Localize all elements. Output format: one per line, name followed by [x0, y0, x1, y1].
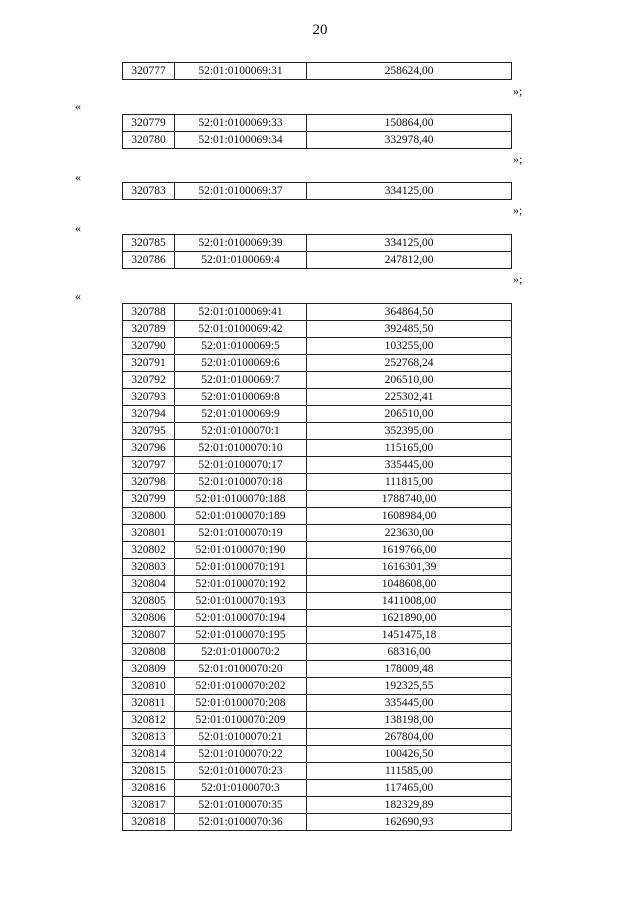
cadastral-value-cell: 178009,48 — [307, 661, 512, 678]
record-number-cell: 320798 — [123, 474, 175, 491]
closing-quote: »; — [513, 152, 523, 166]
cadastral-number-cell: 52:01:0100069:6 — [175, 355, 307, 372]
table-row — [123, 576, 512, 593]
cadastral-value-cell: 150864,00 — [307, 115, 512, 132]
table-row — [123, 644, 512, 661]
record-number-cell: 320806 — [123, 610, 175, 627]
table-row — [123, 746, 512, 763]
cadastral-value-cell: 68316,00 — [307, 644, 512, 661]
cadastral-value-cell: 364864,50 — [307, 304, 512, 321]
record-number-cell: 320786 — [123, 252, 175, 269]
table-row — [123, 389, 512, 406]
record-number-cell: 320793 — [123, 389, 175, 406]
cadastral-number-cell: 52:01:0100069:9 — [175, 406, 307, 423]
cadastral-number-cell: 52:01:0100070:195 — [175, 627, 307, 644]
table-row — [123, 457, 512, 474]
cadastral-value-cell: 252768,24 — [307, 355, 512, 372]
cadastral-value-cell: 117465,00 — [307, 780, 512, 797]
table-row — [123, 252, 512, 269]
register-table — [122, 303, 512, 831]
cadastral-value-cell: 1608984,00 — [307, 508, 512, 525]
record-number-cell: 320812 — [123, 712, 175, 729]
cadastral-value-cell: 111585,00 — [307, 763, 512, 780]
register-table — [122, 114, 512, 149]
opening-quote: « — [75, 99, 81, 113]
cadastral-value-cell: 111815,00 — [307, 474, 512, 491]
cadastral-number-cell: 52:01:0100070:19 — [175, 525, 307, 542]
cadastral-number-cell: 52:01:0100069:5 — [175, 338, 307, 355]
register-table — [122, 62, 512, 80]
cadastral-value-cell: 247812,00 — [307, 252, 512, 269]
cadastral-number-cell: 52:01:0100069:8 — [175, 389, 307, 406]
table-row — [123, 235, 512, 252]
table-row — [123, 338, 512, 355]
cadastral-value-cell: 335445,00 — [307, 457, 512, 474]
cadastral-value-cell: 206510,00 — [307, 372, 512, 389]
cadastral-number-cell: 52:01:0100070:23 — [175, 763, 307, 780]
cadastral-number-cell: 52:01:0100070:192 — [175, 576, 307, 593]
table-row — [123, 372, 512, 389]
record-number-cell: 320794 — [123, 406, 175, 423]
table-row — [123, 474, 512, 491]
register-table — [122, 234, 512, 269]
record-number-cell: 320789 — [123, 321, 175, 338]
record-number-cell: 320817 — [123, 797, 175, 814]
cadastral-number-cell: 52:01:0100069:37 — [175, 183, 307, 200]
cadastral-value-cell: 223630,00 — [307, 525, 512, 542]
record-number-cell: 320800 — [123, 508, 175, 525]
cadastral-number-cell: 52:01:0100069:4 — [175, 252, 307, 269]
cadastral-number-cell: 52:01:0100069:39 — [175, 235, 307, 252]
cadastral-value-cell: 206510,00 — [307, 406, 512, 423]
cadastral-value-cell: 392485,50 — [307, 321, 512, 338]
cadastral-value-cell: 1619766,00 — [307, 542, 512, 559]
cadastral-value-cell: 258624,00 — [307, 63, 512, 80]
cadastral-value-cell: 138198,00 — [307, 712, 512, 729]
cadastral-number-cell: 52:01:0100070:208 — [175, 695, 307, 712]
table-row — [123, 610, 512, 627]
cadastral-number-cell: 52:01:0100070:194 — [175, 610, 307, 627]
record-number-cell: 320802 — [123, 542, 175, 559]
cadastral-number-cell: 52:01:0100070:17 — [175, 457, 307, 474]
cadastral-value-cell: 332978,40 — [307, 132, 512, 149]
cadastral-number-cell: 52:01:0100069:41 — [175, 304, 307, 321]
record-number-cell: 320808 — [123, 644, 175, 661]
record-number-cell: 320814 — [123, 746, 175, 763]
table-row — [123, 559, 512, 576]
cadastral-number-cell: 52:01:0100070:2 — [175, 644, 307, 661]
record-number-cell: 320805 — [123, 593, 175, 610]
table-row — [123, 729, 512, 746]
table-row — [123, 423, 512, 440]
record-number-cell: 320777 — [123, 63, 175, 80]
cadastral-value-cell: 335445,00 — [307, 695, 512, 712]
cadastral-value-cell: 1788740,00 — [307, 491, 512, 508]
cadastral-value-cell: 182329,89 — [307, 797, 512, 814]
cadastral-value-cell: 1048608,00 — [307, 576, 512, 593]
cadastral-value-cell: 267804,00 — [307, 729, 512, 746]
cadastral-value-cell: 115165,00 — [307, 440, 512, 457]
cadastral-number-cell: 52:01:0100070:188 — [175, 491, 307, 508]
page-number: 20 — [312, 22, 328, 38]
record-number-cell: 320807 — [123, 627, 175, 644]
table-row — [123, 183, 512, 200]
record-number-cell: 320780 — [123, 132, 175, 149]
table-row — [123, 304, 512, 321]
table-row — [123, 508, 512, 525]
record-number-cell: 320791 — [123, 355, 175, 372]
cadastral-value-cell: 1621890,00 — [307, 610, 512, 627]
cadastral-value-cell: 192325,55 — [307, 678, 512, 695]
table-row — [123, 593, 512, 610]
cadastral-number-cell: 52:01:0100070:10 — [175, 440, 307, 457]
record-number-cell: 320783 — [123, 183, 175, 200]
cadastral-number-cell: 52:01:0100069:31 — [175, 63, 307, 80]
cadastral-number-cell: 52:01:0100069:33 — [175, 115, 307, 132]
opening-quote: « — [75, 289, 81, 303]
record-number-cell: 320792 — [123, 372, 175, 389]
opening-quote: « — [75, 221, 81, 235]
cadastral-value-cell: 1616301,39 — [307, 559, 512, 576]
table-row — [123, 440, 512, 457]
cadastral-number-cell: 52:01:0100070:209 — [175, 712, 307, 729]
record-number-cell: 320790 — [123, 338, 175, 355]
cadastral-number-cell: 52:01:0100070:191 — [175, 559, 307, 576]
cadastral-number-cell: 52:01:0100069:7 — [175, 372, 307, 389]
cadastral-number-cell: 52:01:0100070:3 — [175, 780, 307, 797]
cadastral-value-cell: 103255,00 — [307, 338, 512, 355]
record-number-cell: 320811 — [123, 695, 175, 712]
opening-quote: « — [75, 170, 81, 184]
table-row — [123, 406, 512, 423]
cadastral-number-cell: 52:01:0100070:189 — [175, 508, 307, 525]
table-row — [123, 491, 512, 508]
closing-quote: »; — [513, 272, 523, 286]
cadastral-number-cell: 52:01:0100070:35 — [175, 797, 307, 814]
record-number-cell: 320815 — [123, 763, 175, 780]
cadastral-number-cell: 52:01:0100070:36 — [175, 814, 307, 831]
table-row — [123, 525, 512, 542]
record-number-cell: 320816 — [123, 780, 175, 797]
cadastral-number-cell: 52:01:0100070:193 — [175, 593, 307, 610]
cadastral-number-cell: 52:01:0100070:21 — [175, 729, 307, 746]
cadastral-number-cell: 52:01:0100070:190 — [175, 542, 307, 559]
record-number-cell: 320796 — [123, 440, 175, 457]
closing-quote: »; — [513, 84, 523, 98]
record-number-cell: 320818 — [123, 814, 175, 831]
record-number-cell: 320797 — [123, 457, 175, 474]
register-table — [122, 182, 512, 200]
table-row — [123, 627, 512, 644]
table-row — [123, 763, 512, 780]
record-number-cell: 320803 — [123, 559, 175, 576]
table-row — [123, 797, 512, 814]
record-number-cell: 320788 — [123, 304, 175, 321]
table-row — [123, 132, 512, 149]
record-number-cell: 320799 — [123, 491, 175, 508]
table-row — [123, 780, 512, 797]
table-row — [123, 661, 512, 678]
record-number-cell: 320804 — [123, 576, 175, 593]
table-row — [123, 712, 512, 729]
record-number-cell: 320785 — [123, 235, 175, 252]
table-row — [123, 63, 512, 80]
cadastral-number-cell: 52:01:0100070:22 — [175, 746, 307, 763]
cadastral-value-cell: 334125,00 — [307, 235, 512, 252]
table-row — [123, 321, 512, 338]
table-row — [123, 814, 512, 831]
record-number-cell: 320810 — [123, 678, 175, 695]
closing-quote: »; — [513, 203, 523, 217]
cadastral-value-cell: 162690,93 — [307, 814, 512, 831]
cadastral-value-cell: 225302,41 — [307, 389, 512, 406]
record-number-cell: 320779 — [123, 115, 175, 132]
table-row — [123, 678, 512, 695]
cadastral-value-cell: 1411008,00 — [307, 593, 512, 610]
cadastral-value-cell: 334125,00 — [307, 183, 512, 200]
table-row — [123, 695, 512, 712]
cadastral-value-cell: 1451475,18 — [307, 627, 512, 644]
cadastral-number-cell: 52:01:0100070:18 — [175, 474, 307, 491]
record-number-cell: 320809 — [123, 661, 175, 678]
cadastral-number-cell: 52:01:0100070:20 — [175, 661, 307, 678]
cadastral-number-cell: 52:01:0100069:42 — [175, 321, 307, 338]
cadastral-value-cell: 352395,00 — [307, 423, 512, 440]
cadastral-number-cell: 52:01:0100070:202 — [175, 678, 307, 695]
table-row — [123, 542, 512, 559]
cadastral-number-cell: 52:01:0100070:1 — [175, 423, 307, 440]
table-row — [123, 115, 512, 132]
table-row — [123, 355, 512, 372]
cadastral-value-cell: 100426,50 — [307, 746, 512, 763]
record-number-cell: 320813 — [123, 729, 175, 746]
record-number-cell: 320795 — [123, 423, 175, 440]
record-number-cell: 320801 — [123, 525, 175, 542]
cadastral-number-cell: 52:01:0100069:34 — [175, 132, 307, 149]
